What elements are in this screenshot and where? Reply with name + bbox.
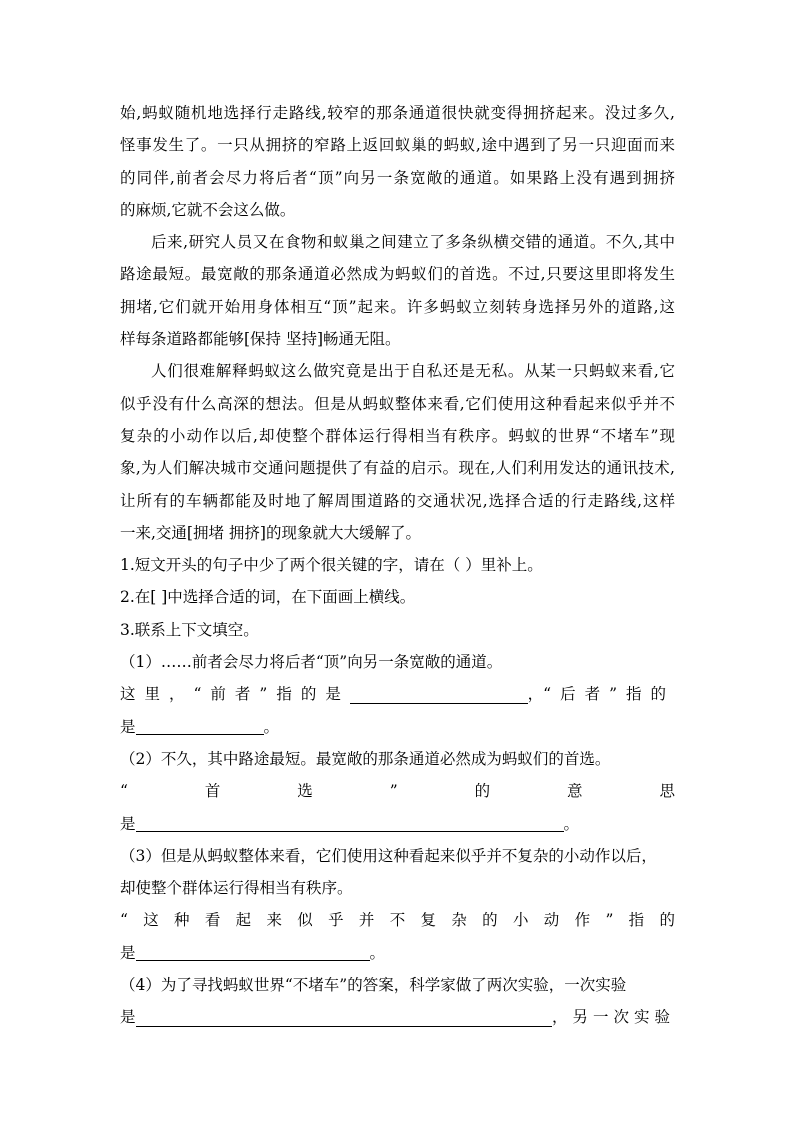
prompt-char: “ (120, 782, 128, 801)
prompt-char: 的 (474, 782, 491, 801)
question-2: 2.在[ ]中选择合适的词，在下面画上横线。 (120, 588, 416, 607)
text-line: 样每条道路都能够[保持 坚持]畅通无阻。 (120, 330, 401, 349)
answer-blank[interactable] (350, 685, 528, 704)
prompt-text: “后者”指的 (543, 685, 675, 704)
prompt-char: 意 (567, 782, 583, 801)
prompt-char: 思 (659, 782, 675, 801)
paragraph-3 (120, 355, 675, 549)
paragraph-2 (120, 226, 675, 355)
subquestion-1-answer-line-2 (120, 711, 675, 743)
text-line: 的麻烦,它就不会这么做。 (120, 200, 296, 219)
text-line: 后来,研究人员又在食物和蚁巢之间建立了多条纵横交错的通道。不久,其中 (151, 233, 675, 252)
text-line: 拥堵,它们就开始用身体相互“顶”起来。许多蚂蚁立刻转身选择另外的道路,这 (120, 297, 675, 316)
prompt-text: 是 (120, 943, 136, 962)
text-line: 路途最短。最宽敞的那条通道必然成为蚂蚁们的首选。不过,只要这里即将发生 (120, 265, 675, 284)
text-line: 象,为人们解决城市交通问题提供了有益的启示。现在,人们利用发达的通讯技术, (120, 459, 675, 478)
period: 。 (563, 814, 580, 833)
text-line: 让所有的车辆都能及时地了解周围道路的交通状况,选择合适的行走路线,这样 (120, 491, 675, 510)
period: 。 (263, 717, 280, 736)
subquestion-1-quote: （1）……前者会尽力将后者“顶”向另一条宽敞的通道。 (120, 653, 503, 672)
subquestion-3-quote-cont: 却使整个群体运行得相当有秩序。 (120, 879, 353, 898)
subquestion-4-answer-line (120, 1001, 675, 1033)
question-1: 1.短文开头的句子中少了两个很关键的字，请在（ ）里补上。 (120, 556, 543, 575)
question-3: 3.联系上下文填空。 (120, 620, 259, 639)
subquestion-4-quote: （4）为了寻找蚂蚁世界“不堵车”的答案，科学家做了两次实验，一次实验 (120, 976, 627, 995)
prompt-char: 选 (297, 782, 313, 801)
text-line: 一来,交通[拥堵 拥挤]的现象就大大缓解了。 (120, 523, 421, 542)
subquestion-3-prompt: “这种看起来似乎并不复杂的小动作”指的 (120, 911, 675, 930)
prompt-char: ” (389, 782, 398, 801)
prompt-text: ，另一次实验 (551, 1008, 675, 1027)
subquestion-3-answer-line (120, 937, 675, 969)
paragraph-1 (120, 97, 675, 226)
subquestion-3-quote: （3）但是从蚂蚁整体来看，它们使用这种看起来似乎并不复杂的小动作以后， (120, 846, 657, 865)
text-line: 的同伴,前者会尽力将后者“顶”向另一条宽敞的通道。如果路上没有遇到拥挤 (120, 168, 675, 187)
text-line: 怪事发生了。一只从拥挤的窄路上返回蚁巢的蚂蚁,途中遇到了另一只迎面而来 (120, 136, 675, 155)
answer-blank[interactable] (136, 813, 564, 832)
text-line: 似乎没有什么高深的想法。但是从蚂蚁整体来看,它们使用这种看起来似乎并不 (120, 394, 675, 413)
prompt-char: 首 (204, 782, 221, 801)
text-line: 人们很难解释蚂蚁这么做究竟是出于自私还是无私。从某一只蚂蚁来看,它 (151, 362, 675, 381)
answer-blank[interactable] (136, 1008, 552, 1027)
subquestion-2-quote: （2）不久，其中路途最短。最宽敞的那条通道必然成为蚂蚁们的首选。 (120, 749, 611, 768)
prompt-text: 这里，“前者”指的是 (120, 685, 350, 704)
subquestion-1-answer-line (120, 678, 675, 710)
prompt-text: 是 (120, 814, 136, 833)
comma: ， (527, 685, 544, 704)
text-line: 复杂的小动作以后,却使整个群体运行得相当有秩序。蚂蚁的世界“不堵车”现 (120, 426, 675, 445)
passage-and-questions (120, 97, 675, 1034)
answer-blank[interactable] (136, 942, 370, 961)
prompt-text: 是 (120, 1008, 136, 1027)
subquestion-2-prompt (120, 775, 675, 807)
subquestion-2-answer-line (120, 808, 675, 840)
prompt-text: 是 (120, 717, 136, 736)
text-line: 始,蚂蚁随机地选择行走路线,较窄的那条通道很快就变得拥挤起来。没过多久, (120, 104, 675, 122)
period: 。 (369, 943, 386, 962)
answer-blank[interactable] (136, 716, 264, 735)
